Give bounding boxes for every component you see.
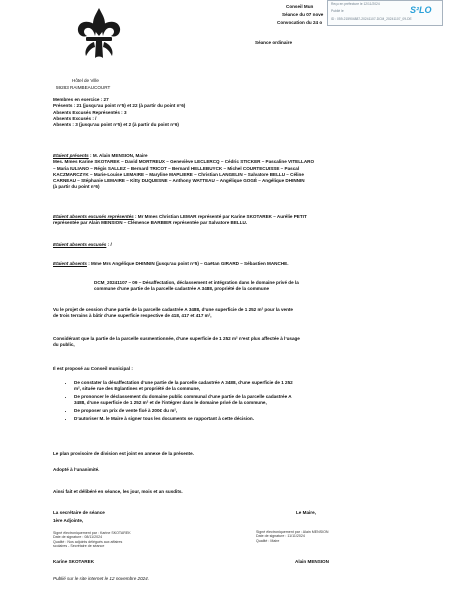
secretary-label: La secrétaire de séance [53,510,105,515]
count-absent: Absents : 3 (jusqu’au point n°5) et 2 (à partir du point n°6) [53,122,179,128]
publication-note: Publié sur le site internet le 12 novembre 2024. [53,576,150,581]
stamp-received: Reçu en préfecture le 12/11/2024 [331,2,380,6]
adoption: Adopté à l’unanimité. [53,467,100,472]
count-represented: Absents Excusés Représentés : 3 [53,109,127,115]
prefecture-stamp [327,0,443,26]
secretary-signature-stamp: Signé électroniquement par : Karine SKOTAREK Date de signature : 08/11/2024 Qualité : Nos adjoints délégués aux affaires scolaires - Secrétaire de séance [53,531,131,549]
proposal-item: • De prononcer le déclassement du domaine public communal d’une partie de la parcelle cadastrée A 3488, d’une superficie de 1 252 m² et de l’intégrer dans le domaine privé de la commune, [74,394,434,407]
proposal-item: • D’autoriser M. le Maire à signer tous les documents se rapportant à cette décision. [74,416,434,422]
excused-members: Etaient absents excusés : / [53,242,112,247]
stamp-published: Publié le [331,9,344,13]
excused-heading: Etaient absents excusés [53,242,107,247]
secretary-name: Karine SKOTAREK [53,559,95,564]
stamp-logo: S²LO [410,5,432,15]
proposal-item: • De constater la désaffectation d’une partie de la parcelle cadastrée A 3488, d’une superficie de 1 252 m², située rue des Eglantines et propriété de la commune, [74,380,434,393]
count-present: Présents : 21 (jusqu’au point n°5) et 22 (à partir du point n°6) [53,103,186,109]
mayor-signature-stamp: Signé électroniquement par : Alain MENSION Date de signature : 11/11/2024 Qualité : Maire [256,530,329,543]
absent-members: Etaient absents : Mme Mrs Angélique DHINNIN (jusqu’au point n°5) – Gaëtan GIRARD – Sébastien MANCHE. [53,261,289,266]
fleur-de-lis-icon [72,6,126,64]
council-title: Conseil Mun [286,4,314,9]
count-in-office: Membres en exercice : 27 [53,97,109,102]
convocation-line: Convocation du 24 o [277,20,323,25]
mayor-label: Le Maire, [296,510,316,515]
mayor-name: Alain MENSION [295,559,329,564]
absent-heading: Etaient absents [53,261,87,266]
city-logo [72,6,126,64]
session-line: Séance du 07 nove [282,12,324,17]
proposal-intro: Il est proposé au Conseil municipal : [53,366,133,371]
proposal-list [64,380,434,424]
closing-line: Ainsi fait et délibéré en séance, les jour, mois et an susdits. [53,489,183,494]
proposal-item: • De proposer un prix de vente fixé à 200€ du m², [74,408,434,414]
annex-note: Le plan provisoire de division est joint en annexe de la présente. [53,451,194,456]
stamp-id: ID : 059-215904887-20241107-DCM_20241107_09-DE [331,17,412,21]
attendance-counts [53,97,185,128]
city-hall-label: Hôtel de Ville [72,78,99,83]
represented-members: Etaient absents excusés représentés : Mr Mmes Christian LEMAR représenté par Karine SKOTAREK – Aurélie PETIT représentée par Alain MENSION – Clémence BARBIER représentée par Salvatore BELLU. [53,214,307,226]
deliberation-title: DCM_20241107 – 09 – Désaffectation, déclassement et intégration dans le domaine privé de la commune d’une partie de la parcelle cadastrée A 3488, propriété de la commune [94,280,299,292]
represented-heading: Etaient absents excusés représentés [53,214,134,219]
session-type: Séance ordinaire [255,40,293,45]
secretary-role: 1ère Adjointe, [53,518,84,523]
count-excused: Absents Excusés : / [53,115,97,121]
present-members: Etaient présents : M. Alain MENSION, Maire Mes. Mmes Karine SKOTAREK – David MORTREUX – Geneviève LECLERCQ – Cédric STICKER – Pascaline VITELLARO – Maria IULIANO – Régis SALLEZ – Bernard TRICOT – Bernard HELLEBUYCK – Michel COURTECUISSE – Pascal KACZMARCZYK – Marie-Louise LEMAIRE – Maryline MAPLIERE – Christian LANGELIN – Salvatore BELLU – Céline CARNEAU – Stéphanie LEMAIRE – Kitty DUQUESNE – Anthony WATTEAU – Angélique GOGÉ – Angélique DHINNIN (à partir du point n°6) [53,153,315,190]
paragraph-vu: Vu le projet de cession d’une partie de la parcelle cadastrée A 3488, d’une superficie de 1 252 m² pour la vente de trois terrains à bâtir d’une superficie respective de 418, 417 et 417 m², [53,307,293,319]
paragraph-considerant: Considérant que la partie de la parcelle susmentionnée, d’une superficie de 1 252 m² n’est plus affectée à l’usage du public, [53,336,300,348]
present-heading: Etaient présents [53,153,89,158]
city-postcode: 59283 RAIMBEAUCOURT [56,85,111,90]
